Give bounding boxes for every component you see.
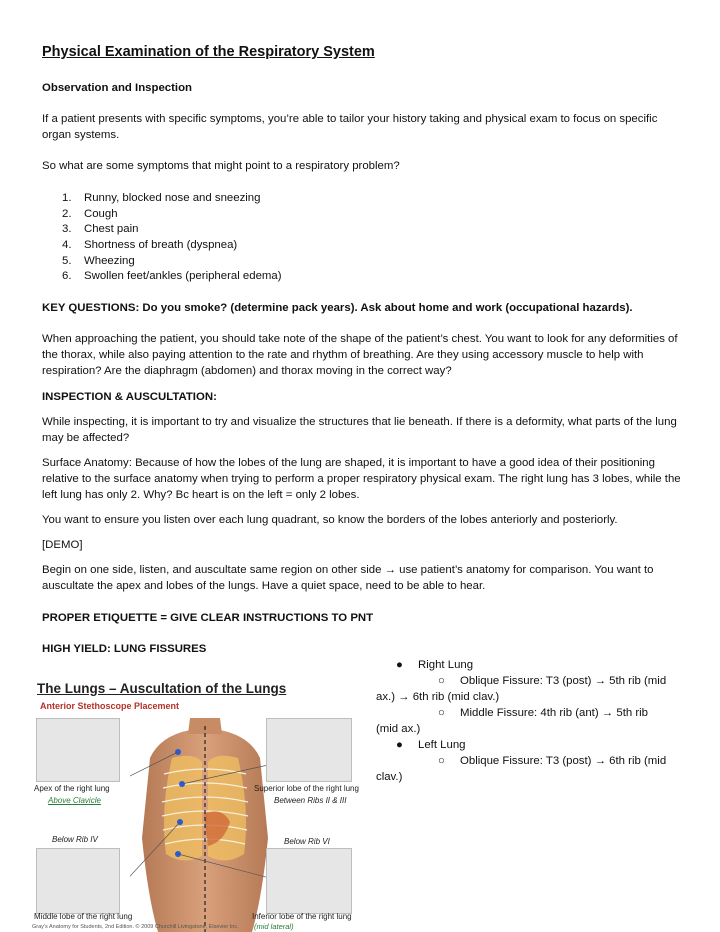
- sub-bullet-icon: ○: [438, 707, 445, 719]
- right-oblique-line1: Oblique Fissure: T3 (post) → 5th rib (mid: [460, 675, 667, 687]
- surface-anatomy-paragraph: Surface Anatomy: Because of how the lobes of the lung are shaped, it is important to have a good idea of their positioning relative to the surface anatomy when trying to perform a proper respiratory physical exam. The right lung has 3 lobes, while the left lung has only 2. Why? Bc heart is on the left = only 2 lobes.: [42, 457, 681, 501]
- apex-photo: [36, 718, 120, 782]
- bullet-icon: ●: [396, 659, 403, 671]
- section-heading-observation: Observation and Inspection: [42, 82, 193, 94]
- quadrant-paragraph: You want to ensure you listen over each lung quadrant, so know the borders of the lobes anteriorly and posteriorly.: [42, 514, 618, 526]
- below-rib-vi-caption: Below Rib VI: [284, 837, 330, 846]
- list-number: 3.: [62, 223, 72, 235]
- begin-paragraph: Begin on one side, listen, and auscultate same region on other side → use patient’s anatomy for comparison. You want to auscultate the apex and lobes of the lungs. Have a quiet space, need to be able to hear.: [42, 564, 654, 592]
- superior-subcaption: Between Ribs II & III: [274, 796, 347, 805]
- middle-fissure-line1: Middle Fissure: 4th rib (ant) → 5th rib: [460, 707, 649, 719]
- list-number: 5.: [62, 255, 72, 267]
- demo-note: [DEMO]: [42, 539, 83, 551]
- list-item: [62, 206, 118, 222]
- right-lung-shape: [164, 756, 202, 861]
- lung-auscultation-figure: [30, 678, 366, 932]
- left-oblique-line1: Oblique Fissure: T3 (post) → 6th rib (mid: [460, 755, 667, 767]
- torso-illustration: [130, 718, 280, 932]
- figure-title: The Lungs – Auscultation of the Lungs: [37, 681, 287, 696]
- bullet-icon: ●: [396, 739, 403, 751]
- high-yield-heading: HIGH YIELD: LUNG FISSURES: [42, 643, 207, 655]
- right-lung-label: Right Lung: [418, 659, 474, 671]
- list-number: 2.: [62, 208, 72, 220]
- list-item: [62, 268, 282, 284]
- sub-bullet-icon: ○: [438, 755, 445, 767]
- apex-caption: Apex of the right lung: [34, 784, 110, 793]
- figure-subtitle: Anterior Stethoscope Placement: [40, 701, 180, 711]
- list-item: [62, 237, 237, 253]
- apex-handwritten-note: Above Clavicle: [48, 796, 101, 805]
- left-oblique-line2: clav.): [376, 771, 403, 783]
- handwritten-mid-lateral: (mid lateral): [254, 922, 294, 931]
- list-item: [62, 253, 135, 269]
- sub-bullet-icon: ○: [438, 675, 445, 687]
- approach-paragraph: When approaching the patient, you should take note of the shape of the patient’s chest. You want to look for any deformities of the thorax, while also paying attention to the rate and rhythm of breathing. Are they using accessory muscle to help with respiration? Are the diaphragm (abdomen) and thorax moving in the correct way?: [42, 333, 678, 377]
- key-questions: KEY QUESTIONS: Do you smoke? (determine pack years). Ask about home and work (occupational hazards).: [42, 302, 633, 314]
- list-item: [62, 221, 138, 237]
- inferior-lobe-photo: [266, 848, 352, 914]
- right-oblique-line2: ax.) → 6th rib (mid clav.): [376, 691, 500, 703]
- list-text: Swollen feet/ankles (peripheral edema): [84, 270, 282, 282]
- inspecting-paragraph: While inspecting, it is important to try and visualize the structures that lie beneath. If there is a deformity, what parts of the lung may be affected?: [42, 416, 677, 444]
- page-title: Physical Examination of the Respiratory System: [42, 44, 375, 60]
- list-item: [62, 190, 260, 206]
- middle-lobe-photo: [36, 848, 120, 914]
- etiquette-note: PROPER ETIQUETTE = GIVE CLEAR INSTRUCTIONS TO PNT: [42, 612, 374, 624]
- middle-lobe-caption: Middle lobe of the right lung: [34, 912, 133, 921]
- below-rib-iv-caption: Below Rib IV: [52, 835, 98, 844]
- intro-paragraph: If a patient presents with specific symptoms, you’re able to tailor your history taking and physical exam to focus on specific organ systems.: [42, 113, 658, 141]
- list-text: Runny, blocked nose and sneezing: [84, 192, 261, 204]
- superior-caption: Superior lobe of the right lung: [254, 784, 359, 793]
- middle-fissure-line2: (mid ax.): [376, 723, 421, 735]
- list-text: Chest pain: [84, 223, 139, 235]
- superior-lobe-photo: [266, 718, 352, 782]
- inspection-heading: INSPECTION & AUSCULTATION:: [42, 391, 217, 403]
- list-text: Wheezing: [84, 255, 135, 267]
- symptom-question: So what are some symptoms that might point to a respiratory problem?: [42, 160, 400, 172]
- figure-credit: Gray’s Anatomy for Students, 2nd Edition. © 2009 Churchill Livingstone, Elsevier Inc.: [32, 924, 239, 930]
- list-number: 1.: [62, 192, 72, 204]
- inferior-lobe-caption: Inferior lobe of the right lung: [252, 912, 352, 921]
- list-number: 4.: [62, 239, 72, 251]
- list-text: Cough: [84, 208, 118, 220]
- left-lung-label: Left Lung: [418, 739, 466, 751]
- list-number: 6.: [62, 270, 72, 282]
- list-text: Shortness of breath (dyspnea): [84, 239, 238, 251]
